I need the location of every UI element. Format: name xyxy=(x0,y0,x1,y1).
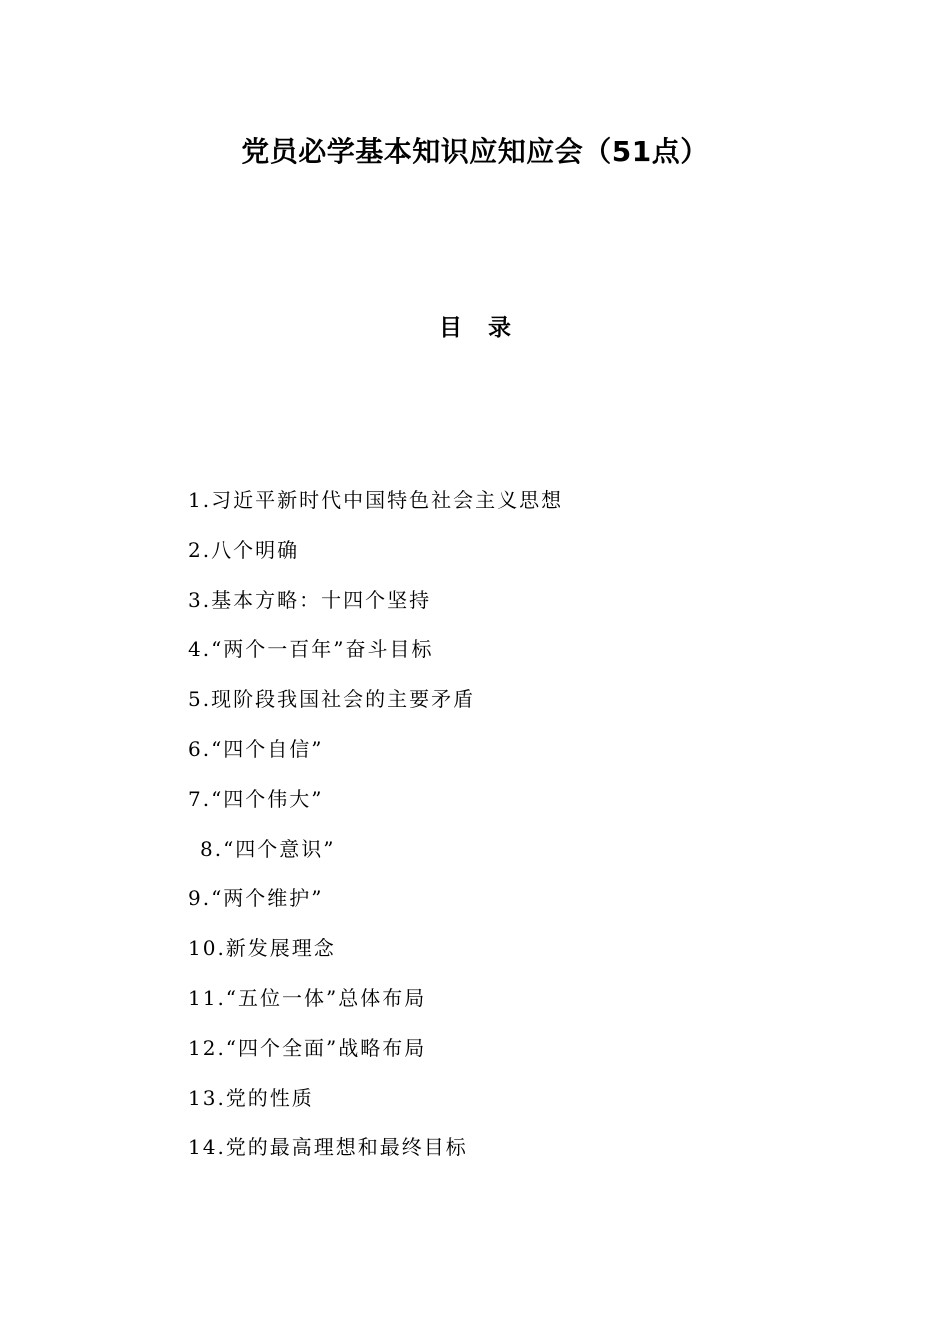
toc-item-5: 5.现阶段我国社会的主要矛盾 xyxy=(188,687,476,712)
toc-item-13: 13.党的性质 xyxy=(188,1085,314,1110)
toc-item-14: 14.党的最高理想和最终目标 xyxy=(188,1135,468,1160)
toc-heading: 目录 xyxy=(439,315,537,341)
toc-item-12: 12.“四个全面”战略布局 xyxy=(188,1035,427,1060)
document-title: 党员必学基本知识应知应会（51点） xyxy=(241,135,709,168)
table-of-contents xyxy=(188,482,828,1179)
toc-item-1: 1.习近平新时代中国特色社会主义思想 xyxy=(188,488,564,512)
toc-item-3: 3.基本方略：十四个坚持 xyxy=(188,587,432,612)
toc-item-9: 9.“两个维护” xyxy=(188,886,324,911)
toc-item-6: 6.“四个自信” xyxy=(188,736,324,761)
toc-item-11: 11.“五位一体”总体布局 xyxy=(188,985,427,1010)
toc-item-7: 7.“四个伟大” xyxy=(188,786,324,811)
toc-item-4: 4.“两个一百年”奋斗目标 xyxy=(188,637,434,662)
toc-item-10: 10.新发展理念 xyxy=(188,936,336,961)
toc-item-2: 2.八个明确 xyxy=(188,537,300,562)
toc-item-8: 8.“四个意识” xyxy=(200,836,336,861)
